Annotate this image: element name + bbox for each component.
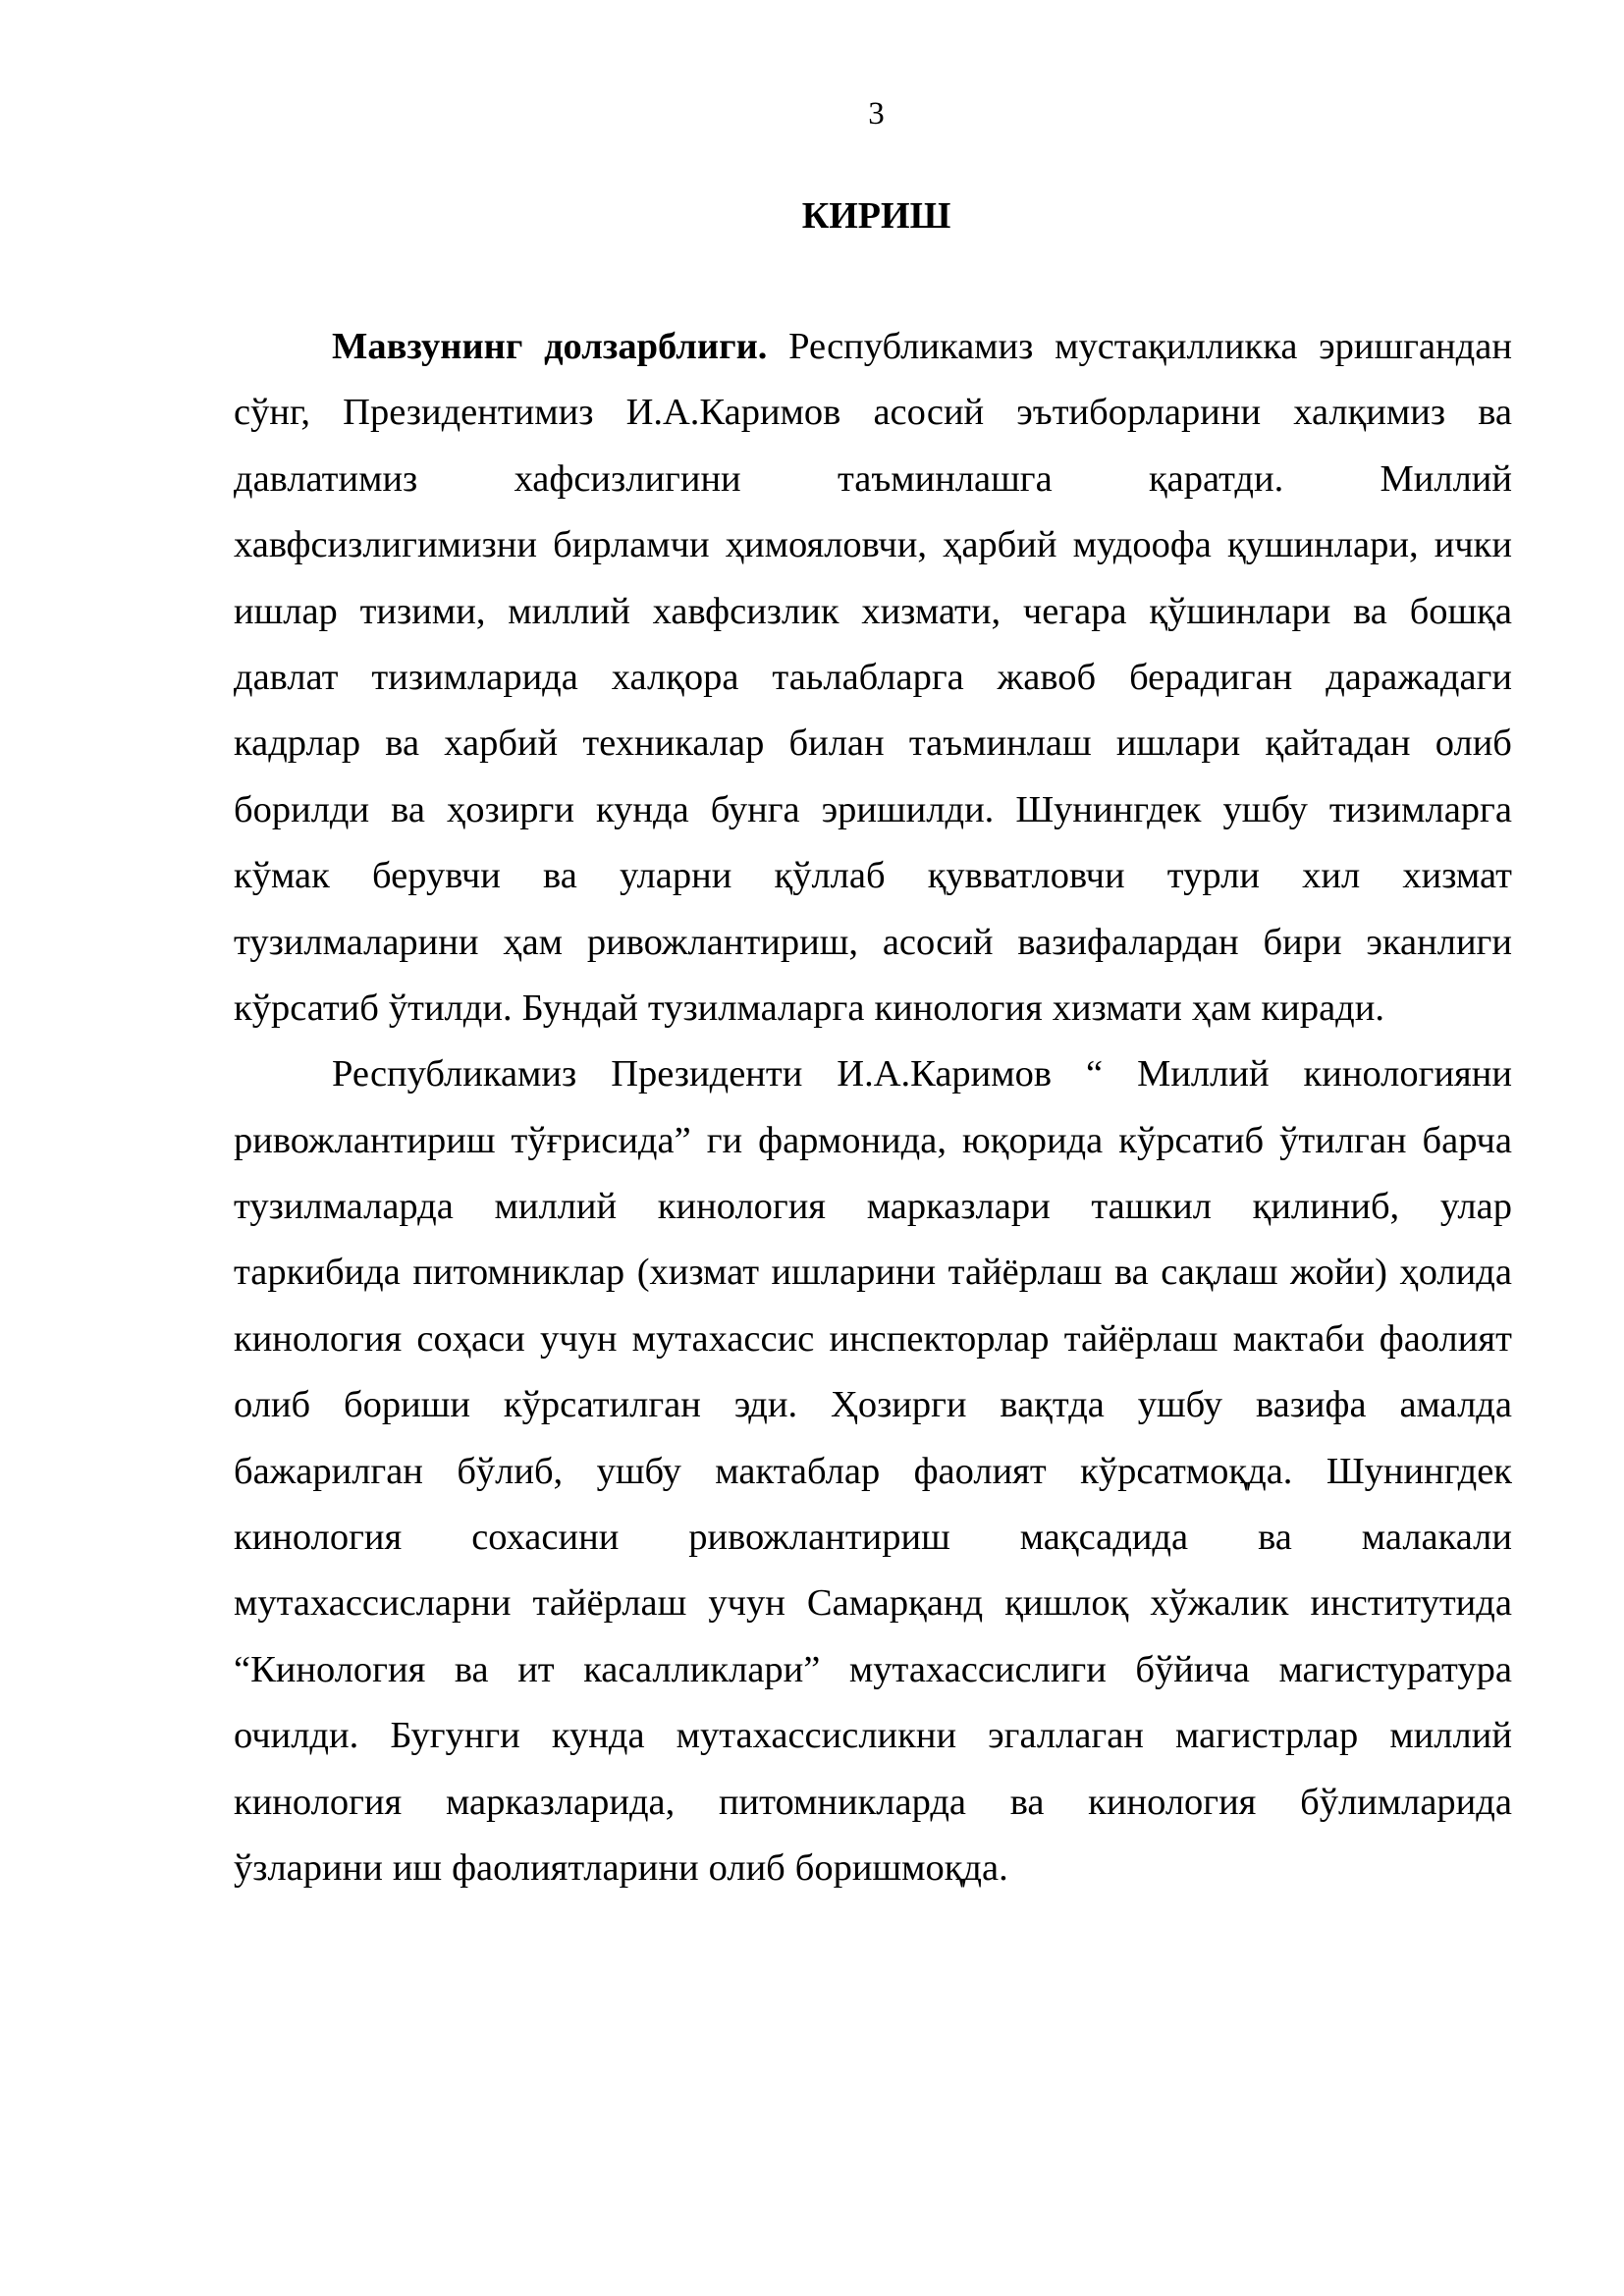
word: ва [1478,392,1512,434]
word: ушбу [1222,788,1308,830]
text-line [234,1515,1512,1580]
document-body [234,324,1512,1911]
word: ва [1353,590,1387,632]
word: қаратди. [1148,457,1284,500]
word: тизимларида [371,656,578,698]
word: ушбу [1137,1384,1223,1426]
word: кинология [234,1317,403,1360]
word: ва [543,855,577,897]
word: вазифа [1255,1384,1367,1426]
word: мутахассисликни [676,1715,957,1757]
word: таъминлашга [837,457,1053,500]
word: ит [517,1648,555,1690]
word: ташкил [1091,1186,1212,1228]
word: учун [708,1582,785,1625]
word: инспекторлар [829,1317,1050,1360]
page-number: 3 [868,96,885,132]
word: харбий [444,722,559,765]
section-title: КИРИШ [801,195,951,237]
text-line [234,1382,1512,1448]
word: вақтда [1000,1384,1105,1426]
text-line [234,655,1512,721]
word: бири [1263,921,1342,963]
word: питомникларда [718,1781,966,1823]
word: И.А.Каримов [837,1053,1053,1095]
word: касалликлари” [583,1648,821,1690]
word: турли [1166,855,1260,897]
text-line [234,1780,1512,1845]
word: малакали [1361,1517,1512,1559]
lead-word: Мавзунинг [332,326,523,367]
text-line [234,522,1512,588]
word: мутахассис [631,1317,815,1360]
word: ушбу [596,1450,681,1492]
text-line [234,986,1512,1051]
text-line [234,589,1512,655]
word: берувчи [372,855,501,897]
word: халқимиз [1293,392,1446,434]
word: “ [1086,1053,1104,1095]
word: давлат [234,656,339,698]
word: киради. [1261,987,1384,1029]
word: берадиган [1129,656,1293,698]
word: Шунингдек [1015,788,1202,830]
word: тайёрлаш [1063,1317,1218,1360]
word: миллий [494,1186,618,1228]
word: фармонида, [758,1119,947,1161]
word: юқорида [961,1119,1104,1161]
word: эришилди. [821,788,995,830]
word: бажарилган [234,1450,423,1492]
word: олиб [708,1846,785,1889]
word: марказларида, [445,1781,676,1823]
word: хизмат [1402,855,1512,897]
text-line [234,787,1512,853]
word: ҳам [503,921,564,963]
paragraph [234,324,1512,1051]
text-line [234,1449,1512,1515]
word: ва [1009,1781,1045,1823]
word: ўтилди. [388,987,513,1029]
word: кўрсатиб [1118,1119,1265,1161]
word: кинология [1088,1781,1257,1823]
word: хизмати [1052,987,1182,1029]
word: Республикамиз [332,1053,577,1095]
text-line [234,1051,1512,1117]
word: учун [539,1317,618,1360]
word: тизимларга [1328,788,1512,830]
text-line [234,1580,1512,1646]
text-line [234,324,1512,390]
word: борилди [234,788,370,830]
word: ва [391,788,425,830]
word: магистрлар [1174,1715,1359,1757]
word: хавфсизлигимизни [234,524,537,566]
word: Республикамиз [788,326,1034,367]
word: амалда [1399,1384,1512,1426]
word: ҳимояловчи, [725,524,927,566]
word: мактаблар [715,1450,881,1492]
word: билан [788,722,885,765]
word: фаолият [913,1450,1047,1492]
word: тузилмаларини [234,921,479,963]
word: ва [1113,1252,1149,1294]
word: кўрсатмоқда. [1080,1450,1293,1492]
word: ҳарбий [943,524,1057,566]
text-line [234,853,1512,919]
word: ишларини [771,1252,937,1294]
word: кўрсатиб [234,987,379,1029]
text-line [234,1713,1512,1779]
word: жавоб [997,656,1097,698]
text-line [234,1316,1512,1382]
word: соҳаси [416,1317,525,1360]
word: барча [1422,1119,1512,1161]
word: давлатимиз [234,457,418,500]
word: эътиборларини [1016,392,1262,434]
word: Президенти [611,1053,803,1095]
word: институтида [1310,1582,1512,1625]
word: ҳозирги [446,788,574,830]
text-line [234,1250,1512,1315]
word: таьлабларга [772,656,964,698]
word: Шунингдек [1326,1450,1512,1492]
word: тузилмаларда [234,1186,454,1228]
word: жойи) [1290,1252,1387,1294]
text-line [234,1118,1512,1184]
word: эришгандан [1319,326,1512,367]
word: питомниклар [412,1252,625,1294]
word: ги [706,1119,743,1161]
text-line [234,1845,1512,1911]
word: эгаллаган [988,1715,1144,1757]
word: бориши [344,1384,470,1426]
word: эканлиги [1366,921,1512,963]
word: олиб [234,1384,311,1426]
word: очилди. [234,1715,359,1757]
word: вазифалардан [1017,921,1239,963]
word: кинология [874,987,1043,1029]
word: кинология [657,1186,827,1228]
word: Президентимиз [343,392,594,434]
word: Ҳозирги [831,1384,967,1426]
word: мактаби [1232,1317,1365,1360]
word: бирламчи [553,524,710,566]
text-line [234,721,1512,786]
word: ишлар [234,590,338,632]
word: ҳолида [1399,1252,1512,1294]
word: фаолият [1379,1317,1512,1360]
word: сўнг, [234,392,311,434]
word: таркибида [234,1252,401,1294]
word: сохасини [471,1517,620,1559]
word: Миллий [1380,457,1512,500]
word: қайтадан [1265,722,1411,765]
word: Самарқанд [806,1582,984,1625]
word: эди. [733,1384,798,1426]
word: техникалар [582,722,765,765]
word: мустақилликка [1055,326,1298,367]
word: кинология [234,1781,403,1823]
word: Миллий [1137,1053,1270,1095]
word: хўжалик [1150,1582,1289,1625]
word: фаолиятларини [452,1846,699,1889]
word: асосий [873,392,985,434]
word: И.А.Каримов [625,392,841,434]
word: хизмати, [861,590,1001,632]
word: марказлари [866,1186,1051,1228]
word: ҳам [1191,987,1252,1029]
word: сақлаш [1161,1252,1278,1294]
word: ривожлантириш [234,1119,496,1161]
word: қўллаб [774,855,886,897]
text-line [234,1184,1512,1250]
word: ва [1258,1517,1292,1559]
word: ва [385,722,420,765]
word: миллий [508,590,630,632]
text-line [234,390,1512,455]
word: даражадаги [1326,656,1512,698]
word: ва [454,1648,489,1690]
word: тузилмаларга [647,987,865,1029]
word: тизими, [359,590,486,632]
word: бўлимларида [1300,1781,1512,1823]
word: кўрсатилган [503,1384,701,1426]
word: асосий [882,921,994,963]
word: тайёрлаш [532,1582,687,1625]
word: “Кинология [234,1648,426,1690]
word: таъминлаш [908,722,1092,765]
word: хавфсизлик [652,590,839,632]
word: кўмак [234,855,330,897]
word: кинологияни [1303,1053,1512,1095]
word: кинология [234,1517,403,1559]
lead-word: долзарблиги. [544,326,768,367]
word: мутахассисларни [234,1582,512,1625]
word: бунга [710,788,800,830]
word: олиб [1435,722,1512,765]
word: қишлоқ [1004,1582,1129,1625]
word: чегара [1022,590,1127,632]
word: кунда [551,1715,645,1757]
word: миллий [1389,1715,1512,1757]
word: кунда [595,788,689,830]
text-line [234,456,1512,522]
word: қўшинлари [1149,590,1331,632]
word: иш [392,1846,443,1889]
word: Бугунги [390,1715,520,1757]
word: бўлиб, [457,1450,564,1492]
word: ички [1434,524,1512,566]
word: (хизмат [636,1252,760,1294]
word: мақсадида [1019,1517,1189,1559]
word: тайёрлаш [947,1252,1103,1294]
word: бўйича [1135,1648,1250,1690]
word: Бундай [521,987,638,1029]
word: магистуратура [1278,1648,1512,1690]
word: халқора [611,656,739,698]
word: кадрлар [234,722,361,765]
word: ривожлантириш, [586,921,858,963]
word: уларни [619,855,732,897]
word: боришмоқда. [794,1846,1008,1889]
word: қилиниб, [1252,1186,1400,1228]
word: қувватловчи [927,855,1125,897]
word: ривожлантириш [688,1517,950,1559]
word: улар [1439,1186,1512,1228]
word: ўзларини [234,1846,383,1889]
text-line [234,920,1512,986]
text-line [234,1647,1512,1713]
paragraph [234,1051,1512,1911]
word: ишлари [1115,722,1241,765]
word: қушинлари, [1227,524,1419,566]
word: хил [1302,855,1361,897]
word: ўтилган [1279,1119,1407,1161]
word: мутахассислиги [848,1648,1107,1690]
word: мудоофа [1072,524,1212,566]
word: бошқа [1409,590,1512,632]
word: хафсизлигини [514,457,741,500]
word: тўғрисида” [511,1119,691,1161]
